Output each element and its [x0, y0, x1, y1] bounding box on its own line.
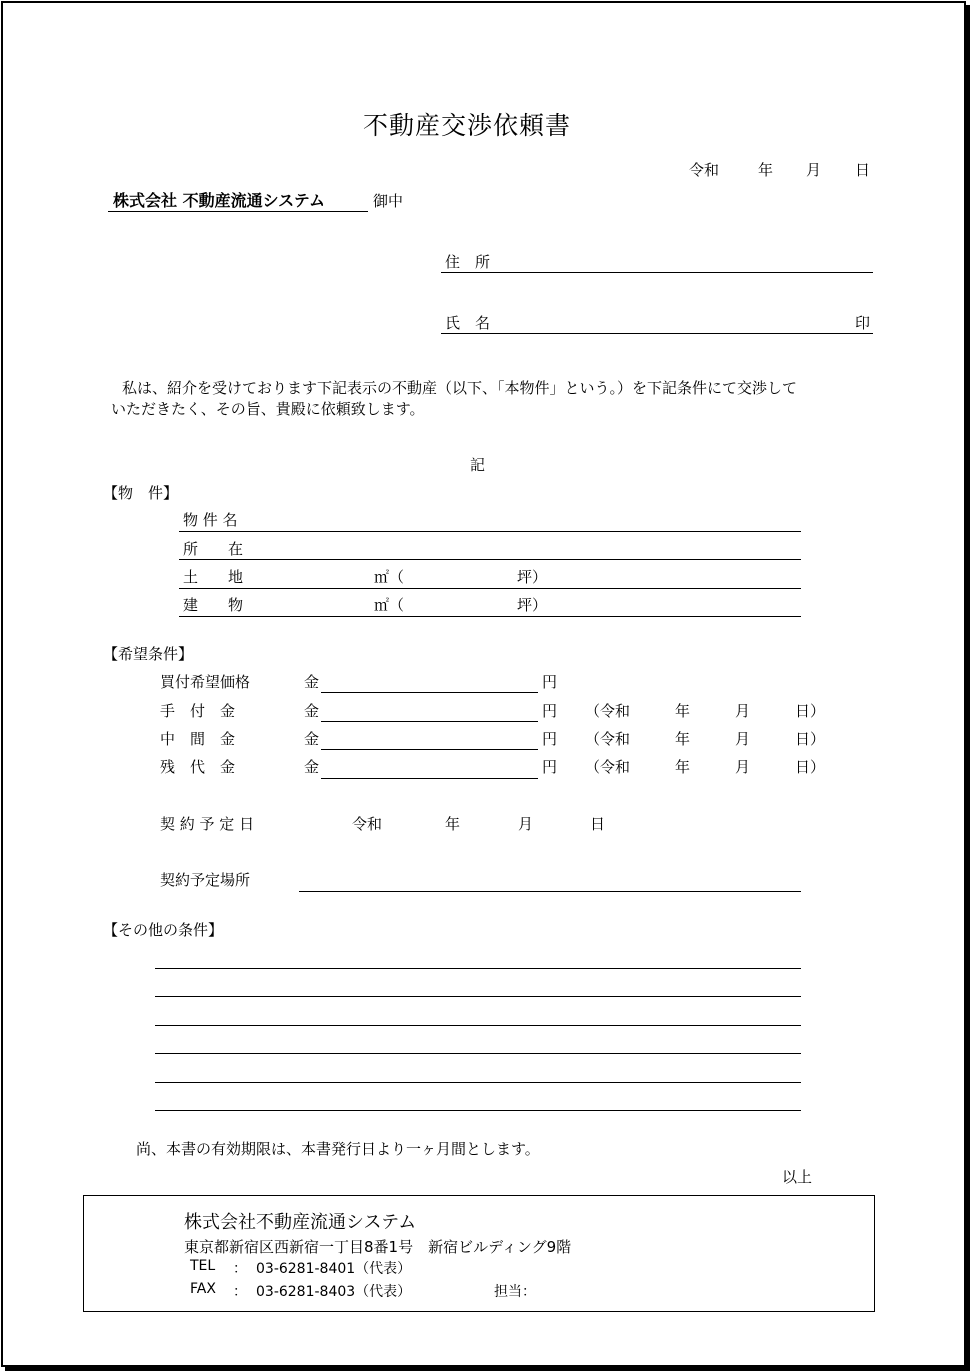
date-year: 年 — [758, 161, 774, 179]
interim-kin: 金 — [304, 730, 320, 748]
balance-field[interactable] — [321, 778, 538, 779]
footer-fax-label: FAX — [190, 1281, 216, 1297]
balance-label: 残 代 金 — [160, 758, 236, 776]
addressee-suffix: 御中 — [373, 192, 404, 210]
footer-tel: 03-6281-8401（代表） — [256, 1261, 412, 1277]
property-land-field[interactable] — [179, 588, 801, 589]
contract-date-month: 月 — [518, 815, 534, 833]
date-era: 令和 — [689, 161, 720, 179]
address-field[interactable] — [441, 272, 873, 273]
purchase-yen: 円 — [542, 673, 558, 691]
other-line-3[interactable] — [155, 1025, 801, 1026]
footer-tel-colon: ： — [233, 1261, 247, 1277]
purchase-price-label: 買付希望価格 — [160, 673, 251, 691]
interim-date: （令和 年 月 日） — [585, 730, 826, 748]
building-tsubo-unit: 坪） — [517, 596, 548, 614]
other-line-5[interactable] — [155, 1082, 801, 1083]
interim-label: 中 間 金 — [160, 730, 236, 748]
contract-date-label: 契 約 予 定 日 — [160, 815, 255, 833]
deposit-label: 手 付 金 — [160, 702, 236, 720]
closing-mark: 以上 — [782, 1168, 813, 1186]
ki-mark: 記 — [470, 456, 486, 474]
intro-line-2: いただきたく、その旨、貴殿に依頼致します。 — [111, 400, 425, 418]
intro-line-1: 私は、紹介を受けております下記表示の不動産（以下、「本物件」という。）を下記条件にて交渉して — [122, 379, 798, 397]
property-location-field[interactable] — [179, 559, 801, 560]
deposit-date: （令和 年 月 日） — [585, 702, 826, 720]
balance-kin: 金 — [304, 758, 320, 776]
footer-fax-colon: ： — [233, 1284, 247, 1300]
conditions-heading: 【希望条件】 — [103, 645, 194, 663]
balance-date: （令和 年 月 日） — [585, 758, 826, 776]
deposit-field[interactable] — [321, 721, 538, 722]
interim-yen: 円 — [542, 730, 558, 748]
interim-field[interactable] — [321, 749, 538, 750]
footer-fax: 03-6281-8403（代表） — [256, 1284, 412, 1300]
address-label: 住 所 — [445, 253, 491, 271]
contract-date-day: 日 — [590, 815, 606, 833]
property-building-field[interactable] — [179, 616, 801, 617]
date-day: 日 — [855, 161, 871, 179]
addressee-company: 株式会社 不動産流通システム — [113, 191, 325, 210]
property-name-field[interactable] — [179, 531, 801, 532]
property-land-label: 土 地 — [183, 568, 244, 586]
other-line-4[interactable] — [155, 1053, 801, 1054]
footer-company: 株式会社不動産流通システム — [184, 1212, 417, 1233]
validity-note: 尚、本書の有効期限は、本書発行日より一ヶ月間とします。 — [136, 1140, 540, 1158]
other-line-2[interactable] — [155, 996, 801, 997]
property-location-label: 所 在 — [183, 540, 244, 558]
contract-place-field[interactable] — [299, 891, 801, 892]
property-name-label: 物 件 名 — [183, 511, 238, 529]
balance-yen: 円 — [542, 758, 558, 776]
deposit-yen: 円 — [542, 702, 558, 720]
purchase-kin: 金 — [304, 673, 320, 691]
name-label: 氏 名 — [445, 314, 491, 332]
addressee-underline — [108, 211, 368, 212]
property-building-label: 建 物 — [183, 596, 244, 614]
contract-date-era: 令和 — [352, 815, 383, 833]
other-line-1[interactable] — [155, 968, 801, 969]
document-title: 不動産交渉依頼書 — [363, 111, 572, 140]
land-sqm-unit: ㎡（ — [374, 568, 405, 586]
seal-mark: 印 — [855, 314, 871, 332]
land-tsubo-unit: 坪） — [517, 568, 548, 586]
building-sqm-unit: ㎡（ — [374, 596, 405, 614]
contract-date-year: 年 — [445, 815, 461, 833]
date-month: 月 — [806, 161, 822, 179]
name-field[interactable] — [441, 333, 873, 334]
footer-staff-label: 担当： — [494, 1284, 536, 1300]
other-heading: 【その他の条件】 — [103, 921, 224, 939]
footer-address: 東京都新宿区西新宿一丁目8番1号 新宿ビルディング9階 — [184, 1238, 572, 1256]
deposit-kin: 金 — [304, 702, 320, 720]
footer-tel-label: TEL — [190, 1258, 216, 1274]
contract-place-label: 契約予定場所 — [160, 871, 251, 889]
property-heading: 【物 件】 — [103, 484, 179, 502]
other-line-6[interactable] — [155, 1110, 801, 1111]
purchase-price-field[interactable] — [321, 692, 538, 693]
